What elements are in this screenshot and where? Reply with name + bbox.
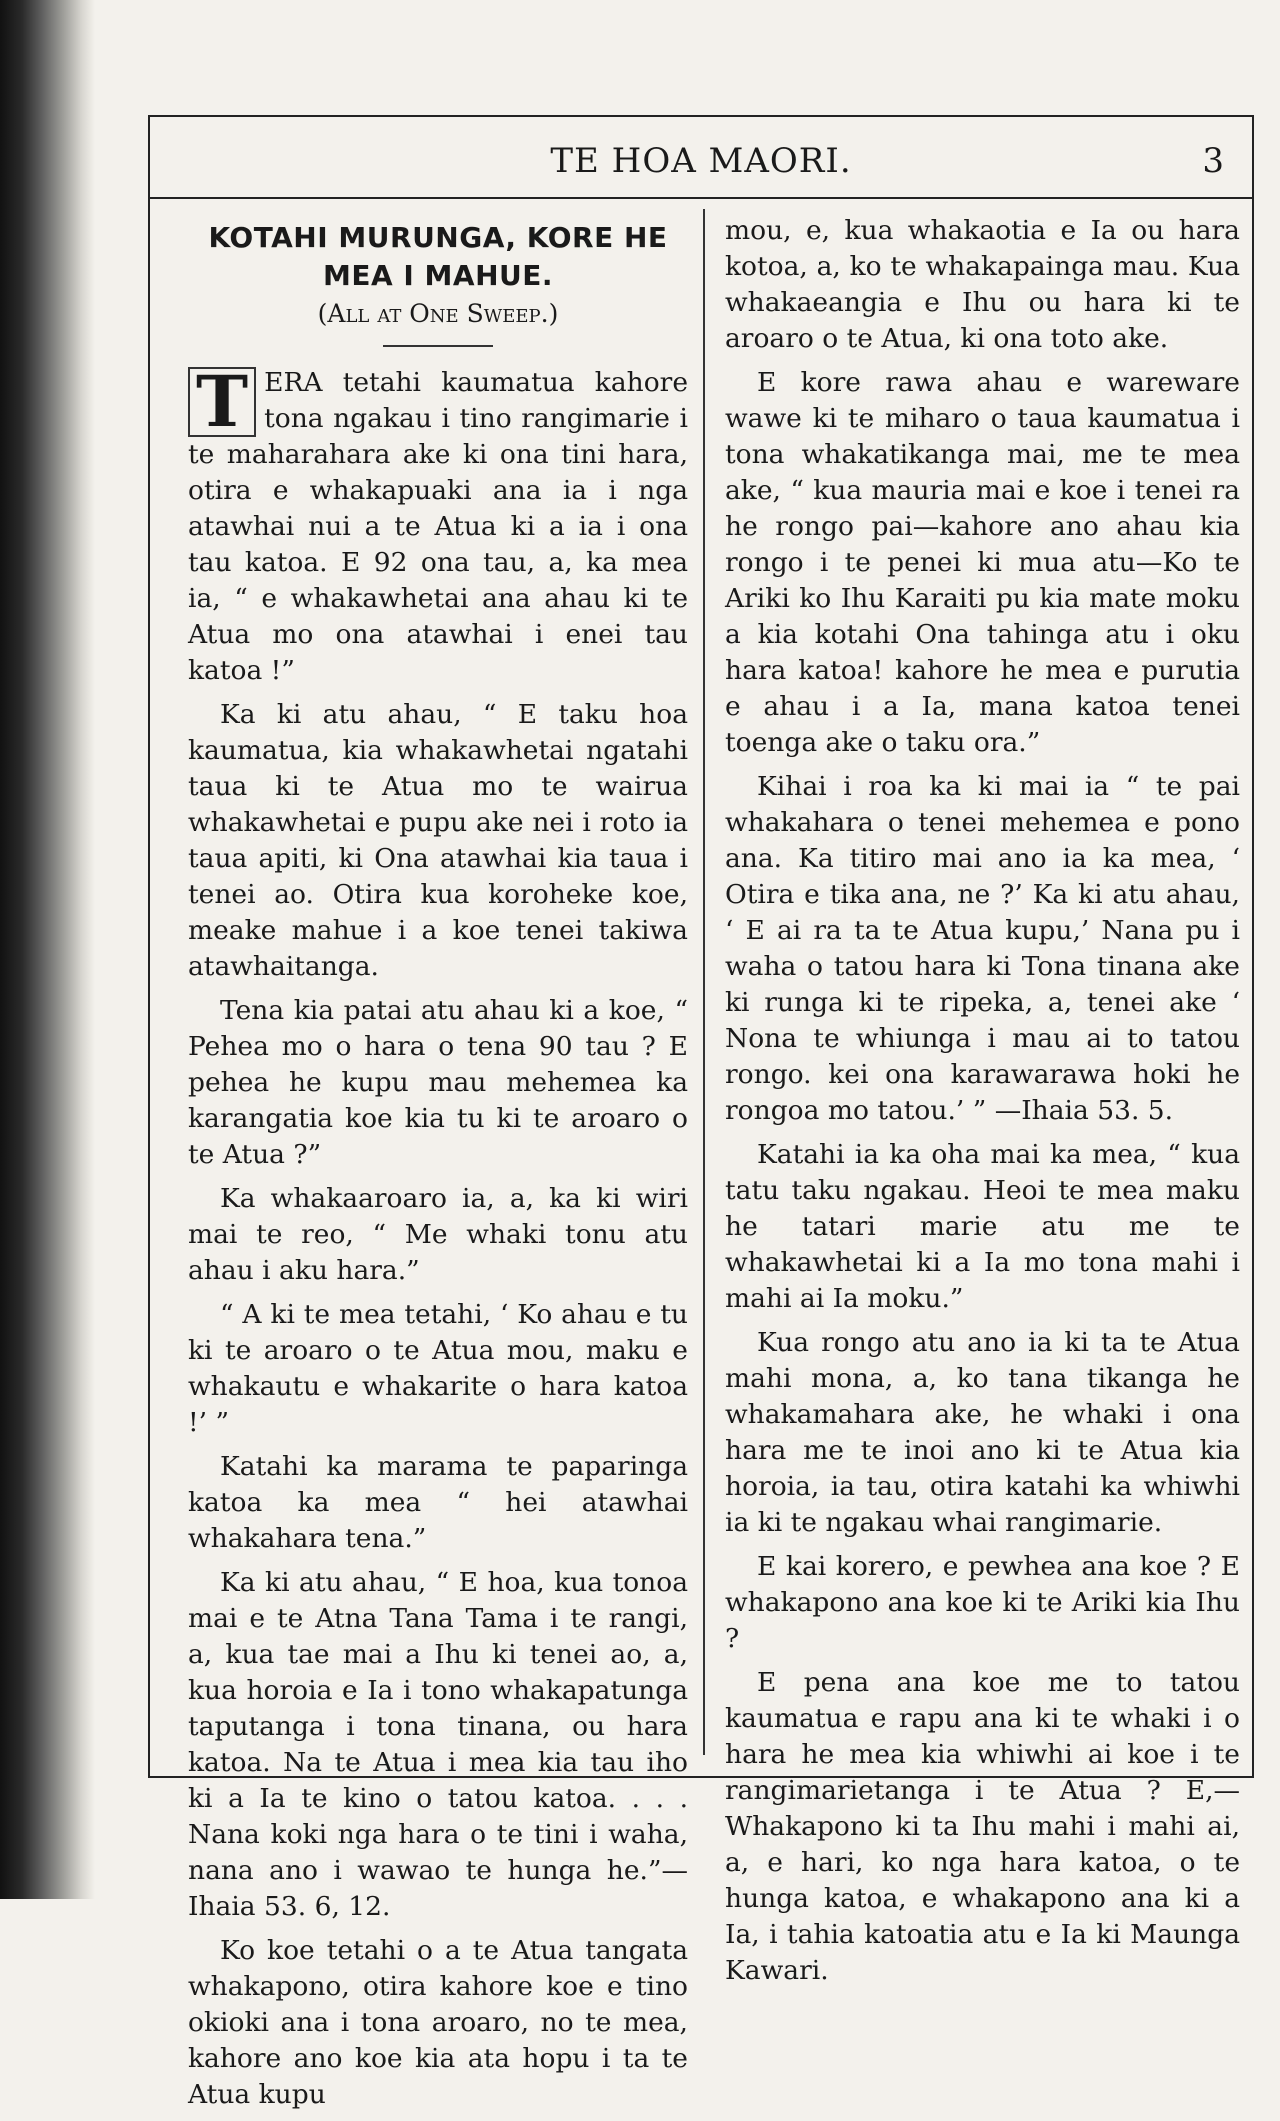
left-column [188,213,688,2121]
column-divider [703,209,705,1755]
first-paragraph [188,360,688,689]
paragraph: Kua rongo atu ano ia ki ta te Atua mahi mona, a, ko tana tikanga he whakamahara ake, he whaki i ona hara me te inoi ano ki te Atua kia horoia, ia tau, otira katahi ka whiwhi ia ki te ngakau whai rangimarie. [725,1327,1240,1538]
paragraph: Ka ki atu ahau, “ E hoa, kua tonoa mai e te Atna Tana Tama i te rangi, a, kua tae mai a Ihu ki tenei ao, a, kua horoia e Ia i tono whakapatunga taputanga i tona tinana, ou hara katoa. Na te Atua i mea kia tau iho ki a Ia te kino o tatou katoa. . . . Nana koki nga hara o te tini i waha, nana ano i wawao te hunga he.”—Ihaia 53. 6, 12. [188,1567,688,1922]
title-rule [383,345,493,347]
paragraph: Ko koe tetahi o a te Atua tangata whakapono, otira kahore koe e tino okioki ana i tona aroaro, no te mea, kahore ano koe kia ata hopu i ta te Atua kupu [188,1935,688,2110]
paragraph: mou, e, kua whakaotia e Ia ou hara kotoa, a, ko te whakapainga mau. Kua whakaeangia e Ihu ou hara ki te aroaro o te Atua, ki ona toto ake. [725,215,1240,354]
paragraph: E pena ana koe me to tatou kaumatua e rapu ana ki te whaki i o hara he mea kia whiwhi ai koe i te rangimarietanga i te Atua ? E,—Whakapono ki ta Ihu mahi i mahi ai, a, e hari, ko nga hara katoa, o te hunga katoa, e whakapono ana ki a Ia, i tahia katoatia atu e Ia ki Maunga Kawari. [725,1667,1240,1986]
paragraph: Katahi ia ka oha mai ka mea, “ kua tatu taku ngakau. Heoi te mea maku he tatari marie atu me te whakawhetai ki a Ia mo tona mahi i mahi ai Ia moku.” [725,1139,1240,1314]
page-frame [148,115,1254,2110]
paragraph: Tena kia patai atu ahau ki a koe, “ Pehea mo o hara o tena 90 tau ? E pehea he kupu mau mehemea ka karangatia koe kia tu ki te aroaro o te Atua ?” [188,995,688,1170]
article-title: KOTAHI MURUNGA, KORE HE MEA I MAHUE. [208,221,668,292]
paragraph: E kai korero, e pewhea ana koe ? E whakapono ana koe ki te Ariki kia Ihu ? [725,1551,1240,1654]
page-number: 3 [1202,141,1224,181]
paragraph: Kihai i roa ka ki mai ia “ te pai whakahara o tenei mehemea e pono ana. Ka titiro mai ano ia ka mea, ‘ Otira e tika ana, ne ?’ Ka ki atu ahau, ‘ E ai ra ta te Atua kupu,’ Nana pu i waha o tatou hara ki Tona tinana ake ki runga ki te ripeka, a, tenei ake ‘ Nona te whiunga i mau ai to tatou rongo. kei ona karawarawa hoki he rongoa mo tatou.’ ” —Ihaia 53. 5. [725,771,1240,1126]
paragraph: “ A ki te mea tetahi, ‘ Ko ahau e tu ki te aroaro o te Atua mou, maku e whakautu e whakarite o hara katoa !’ ” [188,1299,688,1438]
paragraph: Katahi ka marama te paparinga katoa ka mea “ hei atawhai whakahara tena.” [188,1451,688,1554]
book-binding-edge [0,0,95,1899]
running-title: TE HOA MAORI. [550,141,852,181]
article-subtitle: (All at One Sweep.) [317,299,559,328]
dropcap-letter: T [188,367,256,437]
first-paragraph-text: ERA tetahi kaumatua kahore tona ngakau i tino rangimarie i te maharahara ake ki ona tini hara, otira e whakapuaki ana ia i nga atawhai nui a te Atua ki a ia i ona tau katoa. E 92 ona tau, a, ka mea ia, “ e whakawhetai ana ahau ki te Atua mo ona atawhai i enei tau katoa !” [188,367,688,686]
page-header [150,117,1252,199]
right-column [725,213,1240,1997]
paragraph: Ka whakaaroaro ia, a, ka ki wiri mai te reo, “ Me whaki tonu atu ahau i aku hara.” [188,1183,688,1286]
paragraph: Ka ki atu ahau, “ E taku hoa kaumatua, kia whakawhetai ngatahi taua ki te Atua mo te wairua whakawhetai e pupu ake nei i roto ia taua apiti, ki Ona atawhai kia taua i tenei ao. Otira kua koroheke koe, meake mahue i a koe tenei takiwa atawhaitanga. [188,699,688,982]
paragraph: E kore rawa ahau e wareware wawe ki te miharo o taua kaumatua i tona whakatikanga mai, me te mea ake, “ kua mauria mai e koe i tenei ra he rongo pai—kahore ano ahau kia rongo i te penei ki mua atu—Ko te Ariki ko Ihu Karaiti pu kia mate moku a kia kotahi Ona tahinga atu i oku hara katoa! kahore he mea e purutia e ahau i a Ia, mana katoa tenei toenga ake o taku ora.” [725,367,1240,758]
